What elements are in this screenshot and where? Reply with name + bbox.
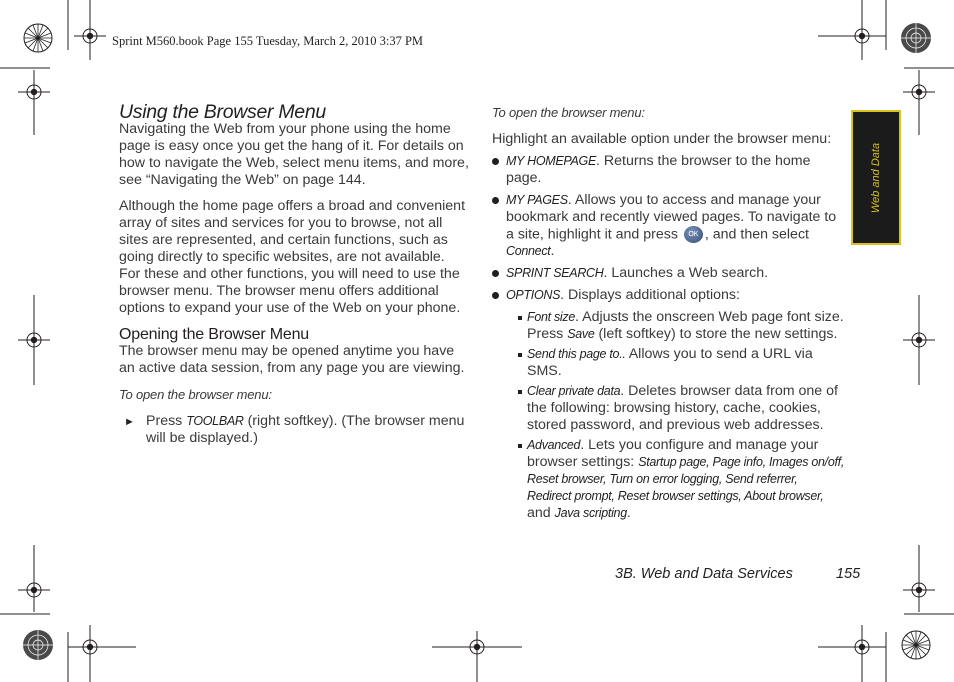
save-key: Save (567, 327, 595, 342)
advanced-and: and (527, 505, 555, 522)
side-tab-label: Web and Data (870, 142, 882, 213)
step-press: Press (146, 413, 187, 429)
square-bullet-icon (518, 316, 522, 320)
sublist-item-send-page (492, 346, 844, 380)
sublist-item-clear-private-data (492, 383, 844, 434)
bullet-icon (492, 270, 499, 277)
ok-key-icon: OK (684, 226, 703, 243)
sublist-item-advanced (492, 437, 844, 522)
clear-data-key: Clear private data (527, 384, 621, 399)
intro-paragraph-1: Navigating the Web from your phone using the home page is easy once you get the hang of it. For details on how to navigate the Web, select menu items, and more, see “Navigating the Web” on page 144. (119, 121, 469, 188)
list-item-options (492, 287, 844, 304)
font-size-key: Font size (527, 310, 576, 325)
page-title: Using the Browser Menu (119, 101, 326, 123)
bullet-icon (492, 158, 499, 165)
intro-paragraph-2: Although the home page offers a broad and convenient array of sites and services for you to browse, not all sites are represented, and certain functions, such as going directly to specific websites, are not available. For these and other functions, you will need to use the browser menu. The browser menu offers additional options to expand your use of the Web on your phone. (119, 198, 466, 316)
procedure-label: To open the browser menu: (119, 387, 272, 402)
list-item-sprint-search (492, 265, 844, 282)
font-size-text-b: (left softkey) to store the new settings. (594, 326, 838, 343)
sublist-item-font-size (492, 309, 844, 343)
my-homepage-key: MY HOMEPAGE (506, 154, 597, 168)
square-bullet-icon (518, 444, 522, 448)
my-pages-text-a: . Allows you to access and manage your bookmark and recently viewed pages. To navigate to a site, highlight it and press (506, 192, 837, 243)
step-rest: (right softkey). (The browser menu will be displayed.) (146, 413, 465, 446)
options-text: . Displays additional options: (560, 287, 740, 304)
square-bullet-icon (518, 353, 522, 357)
sprint-search-key: SPRINT SEARCH (506, 266, 604, 281)
procedure-step (119, 413, 469, 447)
send-page-text: Allows you to send a URL via SMS. (527, 346, 813, 380)
options-key: OPTIONS (506, 288, 561, 303)
clear-data-text: . Deletes browser data from one of the following: browsing history, cache, cookies, stored password, and previous web addresses. (527, 383, 838, 434)
section-side-tab (851, 110, 901, 245)
section-paragraph: The browser menu may be opened anytime you have an active data session, from any page you are viewing. (119, 343, 465, 376)
list-item-my-homepage (492, 153, 844, 187)
java-scripting-key: Java scripting (554, 506, 627, 521)
my-homepage-text: . Returns the browser to the home page. (506, 153, 811, 186)
right-column (492, 104, 844, 525)
my-pages-text-b: , and then select (704, 226, 809, 243)
print-header: Sprint M560.book Page 155 Tuesday, March 2, 2010 3:37 PM (112, 34, 424, 48)
sprint-search-text: . Launches a Web search. (603, 265, 769, 282)
my-pages-end: . (550, 243, 555, 260)
left-column (119, 101, 469, 447)
my-pages-key: MY PAGES (506, 193, 568, 207)
toolbar-key: TOOLBAR (186, 414, 244, 428)
connect-key: Connect (506, 244, 551, 259)
bullet-icon (492, 197, 499, 204)
advanced-text-a: . Lets you configure and manage your browser settings: (527, 437, 819, 471)
page-number: 155 (836, 566, 861, 582)
font-size-text-a: . Adjusts the onscreen Web page font size. Press (527, 309, 844, 343)
advanced-key: Advanced (527, 438, 581, 453)
footer-section-title: 3B. Web and Data Services (615, 566, 793, 582)
menu-intro: Highlight an available option under the browser menu: (492, 131, 832, 147)
send-page-key: Send this page to.. (527, 347, 626, 362)
list-item-my-pages (492, 192, 844, 260)
procedure-label-right: To open the browser menu: (492, 105, 645, 120)
square-bullet-icon (518, 390, 522, 394)
bullet-icon (492, 292, 499, 299)
step-arrow-icon: ► (124, 416, 135, 428)
advanced-end: . (626, 505, 631, 522)
advanced-settings-list: Startup page, Page info, Images on/off, Reset browser, Turn on error logging, Send referrer, Redirect prompt, Reset browser settings, About browser, (527, 455, 844, 504)
section-heading: Opening the Browser Menu (119, 326, 309, 343)
